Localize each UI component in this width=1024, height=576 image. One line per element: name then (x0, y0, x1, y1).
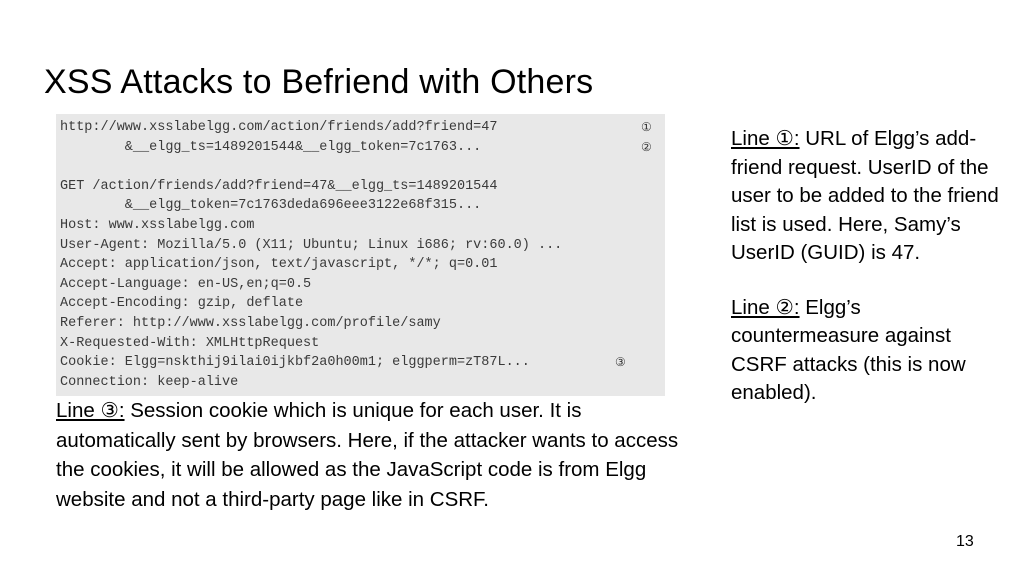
code-line: Accept-Encoding: gzip, deflate (60, 296, 304, 312)
callout-marker-two: ② (641, 139, 652, 154)
code-line (56, 157, 665, 177)
code-line: User-Agent: Mozilla/5.0 (X11; Ubuntu; Linux i686; rv:60.0) ... (60, 237, 563, 253)
annotation-line-three-label: Line ③: (56, 399, 125, 422)
page-title: XSS Attacks to Befriend with Others (44, 63, 594, 101)
page-number: 13 (956, 533, 974, 550)
code-line: http://www.xsslabelgg.com/action/friends/add?friend=47 (60, 120, 498, 135)
code-line: Connection: keep-alive (60, 374, 239, 390)
code-line: X-Requested-With: XMLHttpRequest (60, 335, 320, 351)
code-line: Accept-Language: en-US,en;q=0.5 (60, 276, 312, 292)
code-line: &__elgg_token=7c1763deda696eee3122e68f315... (60, 198, 482, 214)
code-line: &__elgg_ts=1489201544&__elgg_token=7c1763... (60, 139, 482, 155)
annotation-line-three (56, 396, 701, 514)
annotation-line-one-text: URL of Elgg’s add-friend request. UserID of the user to be added to the friend list is used. Here, Samy’s UserID (GUID) is 47. (731, 127, 999, 264)
annotation-line-two-label: Line ②: (731, 295, 800, 319)
annotation-line-one (731, 125, 1001, 268)
right-annotations (731, 125, 1001, 408)
annotation-line-two-text: Elgg’s countermeasure against CSRF attacks (this is now enabled). (731, 295, 966, 404)
annotation-line-three-text: Session cookie which is unique for each user. It is automatically sent by browsers. Here, if the attacker wants to access the cookies, it will be allowed as the JavaScript code is from Elgg website and not a third-party page like in CSRF. (56, 399, 679, 511)
annotation-line-two (731, 294, 1001, 408)
code-line: GET /action/friends/add?friend=47&__elgg_ts=1489201544 (60, 178, 498, 194)
annotation-line-one-label: Line ①: (731, 127, 800, 150)
code-line: Cookie: Elgg=nskthij9ilai0ijkbf2a0h00m1; elggperm=zT87L... (60, 355, 530, 371)
http-request-code-block (56, 114, 665, 396)
code-line: Host: www.xsslabelgg.com (60, 217, 255, 233)
code-line: Accept: application/json, text/javascript, */*; q=0.01 (60, 257, 498, 273)
callout-marker-three: ③ (615, 355, 626, 369)
callout-marker-one: ① (641, 120, 652, 134)
code-line: Referer: http://www.xsslabelgg.com/profile/samy (60, 315, 441, 331)
